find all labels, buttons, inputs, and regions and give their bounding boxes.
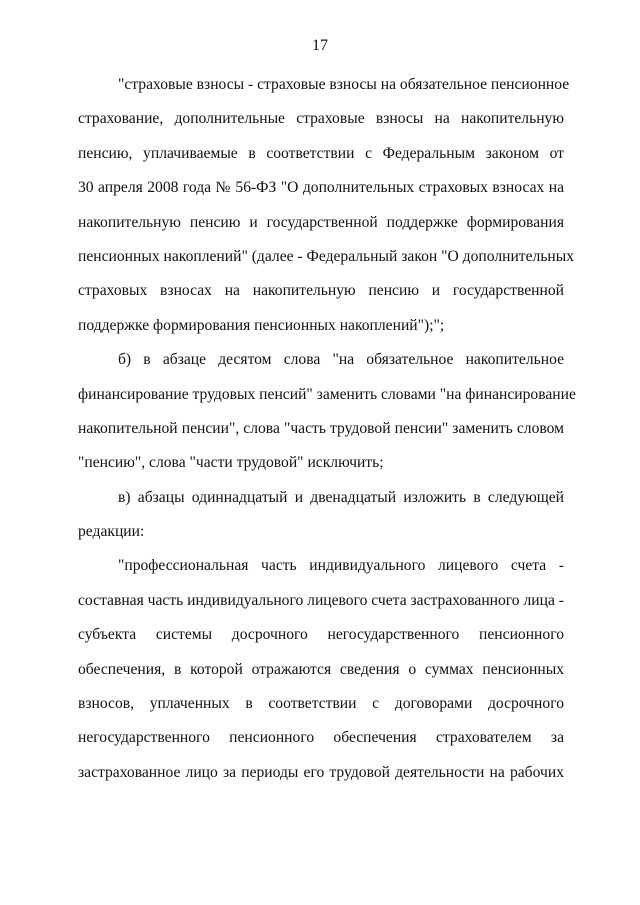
text-line: редакции: <box>78 523 145 541</box>
document-body <box>78 72 576 794</box>
text-line: обеспечения, в которой отражаются сведения о суммах пенсионных <box>78 660 564 678</box>
text-line: поддержке формирования пенсионных накоплений");"; <box>78 316 445 334</box>
text-line: в) абзацы одиннадцатый и двенадцатый изложить в следующей <box>118 488 564 506</box>
text-line: пенсионных накоплений" (далее - Федеральный закон "О дополнительных <box>78 247 575 265</box>
text-line: накопительную пенсию и государственной поддержке формирования <box>78 213 564 231</box>
text-line: пенсию, уплачиваемые в соответствии с Федеральным законом от <box>78 144 564 162</box>
text-line: негосударственного пенсионного обеспечения страхователем за <box>78 729 564 747</box>
text-line: страховых взносах на накопительную пенсию и государственной <box>78 282 564 300</box>
text-line: б) в абзаце десятом слова "на обязательное накопительное <box>118 351 564 369</box>
text-line: субъекта системы досрочного негосударственного пенсионного <box>78 626 564 644</box>
text-line: застрахованное лицо за периоды его трудовой деятельности на рабочих <box>78 763 564 781</box>
text-line: страхование, дополнительные страховые взносы на накопительную <box>78 110 564 128</box>
text-line: финансирование трудовых пенсий" заменить словами "на финансирование <box>78 385 576 403</box>
text-line: составная часть индивидуального лицевого счета застрахованного лица - <box>78 591 564 609</box>
text-line: накопительной пенсии", слова "часть трудовой пенсии" заменить словом <box>78 419 564 437</box>
text-line: "профессиональная часть индивидуального лицевого счета - <box>118 557 564 575</box>
text-line: "страховые взносы - страховые взносы на обязательное пенсионное <box>118 76 570 93</box>
text-line: "пенсию", слова "части трудовой" исключить; <box>78 454 384 472</box>
text-line: взносов, уплаченных в соответствии с договорами досрочного <box>78 695 564 713</box>
text-line: 30 апреля 2008 года № 56-ФЗ "О дополнительных страховых взносах на <box>78 179 564 197</box>
page-number: 17 <box>312 37 328 54</box>
